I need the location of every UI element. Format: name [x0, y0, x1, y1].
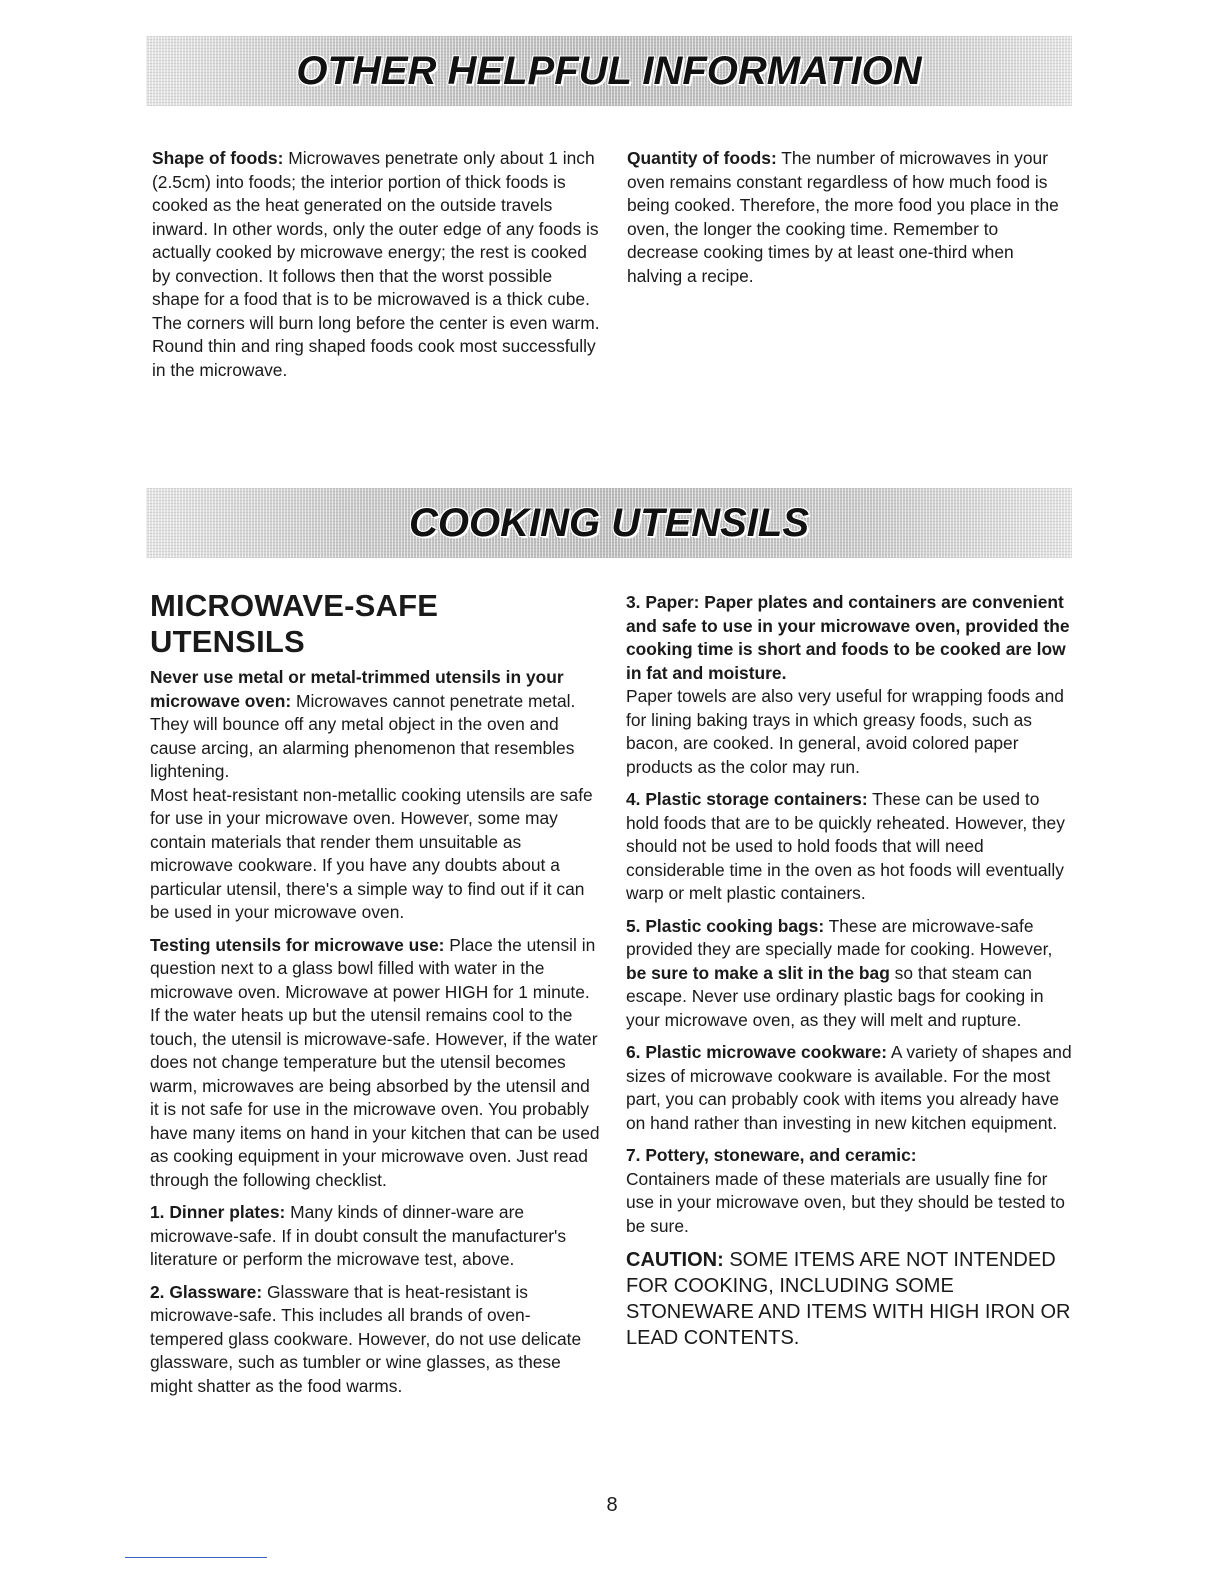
glassware-paragraph — [150, 1281, 600, 1399]
shape-of-foods-text: Microwaves penetrate only about 1 inch (2.5cm) into foods; the interior portion of thick foods is cooked as the heat generated on the outside travels inward. In other words, only the outer edge of any foods is actually cooked by microwave energy; the rest is cooked by convection. It follows then that the worst possible shape for a food that is to be microwaved is a thick cube. The corners will burn long before the center is even warm. Round thin and ring shaped foods cook most successfully in the microwave. — [152, 148, 600, 380]
plastic-cookware-paragraph — [626, 1041, 1076, 1135]
quantity-of-foods-label: Quantity of foods: — [627, 148, 777, 168]
pottery-text: Containers made of these materials are usually fine for use in your microwave oven, but they should be tested to be sure. — [626, 1168, 1065, 1236]
plastic-storage-label: 4. Plastic storage containers: — [626, 789, 868, 809]
paper-bold-paragraph: 3. Paper: Paper plates and containers are convenient and safe to use in your microwave oven, provided the cooking time is short and foods to be cooked are low in fat and moisture. — [626, 592, 1070, 683]
glassware-label: 2. Glassware: — [150, 1281, 263, 1302]
dinner-plates-label: 1. Dinner plates: — [150, 1202, 286, 1222]
plastic-bags-paragraph — [626, 915, 1076, 1033]
pottery-paragraph — [626, 1144, 1076, 1168]
plastic-bags-text-a: These are microwave-safe provided they are specially made for cooking. However, — [626, 915, 1053, 959]
testing-utensils-label: Testing utensils for microwave use: — [150, 934, 445, 955]
utensils-left-column — [150, 588, 600, 1407]
dinner-plates-paragraph — [150, 1201, 600, 1272]
caution-label: CAUTION: — [626, 1249, 724, 1271]
microwave-safe-utensils-heading: MICROWAVE-SAFE UTENSILS — [150, 588, 439, 659]
other-helpful-information-banner — [146, 36, 1072, 106]
testing-utensils-paragraph — [150, 934, 600, 1193]
shape-of-foods-paragraph — [152, 147, 602, 382]
caution-paragraph — [626, 1247, 1076, 1351]
footer-rule — [125, 1557, 267, 1558]
cooking-utensils-banner — [146, 488, 1072, 558]
heat-resistant-paragraph: Most heat-resistant non-metallic cooking utensils are safe for use in your microwave oven. However, some may contain materials that render them unsuitable as microwave cookware. If you have any doubts about a particular utensil, there's a simple way to find out if it can be used in your microwave oven. — [150, 784, 593, 922]
plastic-bags-bold-text: be sure to make a slit in the bag — [626, 962, 890, 983]
plastic-storage-text: These can be used to hold foods that are to be quickly reheated. However, they should not be used to hold foods that will need considerable time in the oven as hot foods will eventually warp or melt plastic containers. — [626, 789, 1065, 903]
banner-title: OTHER HELPFUL INFORMATION — [296, 48, 922, 93]
metal-warning-paragraph — [150, 666, 600, 784]
shape-of-foods-column — [152, 147, 602, 391]
quantity-of-foods-text: The number of microwaves in your oven remains constant regardless of how much food is being cooked. Therefore, the more food you place in the oven, the longer the cooking time. Remember to decrease cooking times by at least one-third when halving a recipe. — [627, 148, 1059, 286]
banner-title: COOKING UTENSILS — [408, 500, 810, 545]
plastic-bags-label: 5. Plastic cooking bags: — [626, 915, 825, 936]
plastic-bags-text-c: so that steam can escape. Never use ordinary plastic bags for cooking in your microwave oven, as they will melt and rupture. — [626, 962, 1044, 1030]
caution-text: SOME ITEMS ARE NOT INTENDED FOR COOKING, INCLUDING SOME STONEWARE AND ITEMS WITH HIGH IRON OR LEAD CONTENTS. — [626, 1249, 1071, 1349]
quantity-of-foods-paragraph — [627, 147, 1067, 288]
page-number: 8 — [606, 1494, 618, 1516]
utensils-right-column — [626, 591, 1076, 1360]
glassware-text: Glassware that is heat-resistant is microwave-safe. This includes all brands of oven-tempered glass cookware. However, do not use delicate glassware, such as tumbler or wine glasses, as these might shatter as the food warms. — [150, 1281, 582, 1396]
plastic-cookware-text: A variety of shapes and sizes of microwave cookware is available. For the most part, you can probably cook with items you already have on hand rather than investing in new kitchen equipment. — [626, 1042, 1072, 1133]
plastic-storage-paragraph — [626, 788, 1076, 906]
quantity-of-foods-column — [627, 147, 1067, 297]
plastic-cookware-label: 6. Plastic microwave cookware: — [626, 1042, 887, 1062]
shape-of-foods-label: Shape of foods: — [152, 148, 284, 168]
metal-warning-label: Never use metal or metal-trimmed utensils in your microwave oven: — [150, 667, 564, 711]
paper-paragraph: Paper towels are also very useful for wrapping foods and for lining baking trays in which greasy foods, such as bacon, are cooked. In general, avoid colored paper products as the color may run. — [626, 686, 1064, 777]
testing-utensils-text: Place the utensil in question next to a glass bowl filled with water in the microwave oven. Microwave at power HIGH for 1 minute. If the water heats up but the utensil remains cool to the touch, the utensil is microwave-safe. However, if the water does not change temperature but the utensil becomes warm, microwaves are being absorbed by the utensil and it is not safe for use in the microwave oven. You probably have many items on hand in your kitchen that can be used as cooking equipment in your microwave oven. Just read through the following checklist. — [150, 934, 600, 1190]
pottery-label: 7. Pottery, stoneware, and ceramic: — [626, 1145, 917, 1165]
dinner-plates-text: Many kinds of dinner-ware are microwave-safe. If in doubt consult the manufacturer's literature or perform the microwave test, above. — [150, 1202, 567, 1269]
metal-warning-text: Microwaves cannot penetrate metal. They will bounce off any metal object in the oven and cause arcing, an alarming phenomenon that resembles lightening. — [150, 690, 576, 781]
